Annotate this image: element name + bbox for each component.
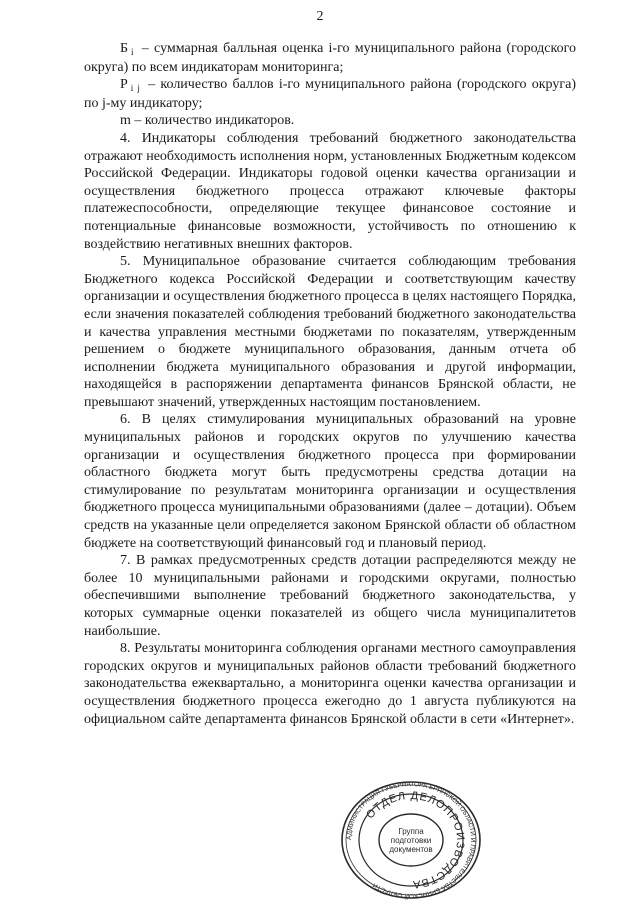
definition-text: – суммарная балльная оценка i-го муниципального района (городского округа) по всем индикаторам мониторинга;: [84, 41, 576, 75]
official-stamp: [340, 780, 482, 900]
definition-symbol: m: [120, 113, 131, 129]
definition-symbol: Б: [120, 41, 129, 56]
stamp-inner-text: ОТДЕЛ ДЕЛОПРОИЗВОДСТВА: [364, 789, 467, 891]
stamp-center-line: Группа: [398, 827, 424, 836]
paragraph-7: 7. В рамках предусмотренных средств дотации распределяются между не более 10 муниципальными районами и городскими округами, полностью обеспечившими выполнение требований бюджетного законодательства, у которых суммарные оценки показателей из общего числа муниципалитетов наибольшие.: [84, 553, 576, 639]
definition-text: – количество баллов i-го муниципального района (городского округа) по j-му индикатору;: [84, 77, 576, 111]
definition-subscript: i: [131, 47, 134, 57]
paragraph-8: 8. Результаты мониторинга соблюдения органами местного самоуправления городских округов и муниципальных районов области требований бюджетного законодательства ежеквартально, а мониторинга оценки качества организации и осуществления бюджетного процесса ежегодно до 1 августа публикуются на официальном сайте департамента финансов Брянской области в сети «Интернет».: [84, 641, 576, 727]
stamp-outer-text: АДМИНИСТРАЦИЯ ГУБЕРНАТОРА БРЯНСКОЙ ОБЛАСТИ И ПРАВИТЕЛЬСТВА БРЯНСКОЙ ОБЛАСТИ: [345, 780, 477, 900]
definition-symbol: Р: [120, 77, 128, 93]
stamp-center-line: документов: [389, 845, 433, 854]
definition-p: [84, 76, 576, 112]
paragraph-6: 6. В целях стимулирования муниципальных образований на уровне муниципальных районов и городских округов по улучшению качества организации и осуществления бюджетного процесса при формировании областного бюджета могут быть предусмотрены средства дотации на стимулирование по результатам мониторинга организации и осуществления бюджетного процесса муниципальными образованиями (далее – дотации). Объем средств на указанные цели определяется законом Брянской области об областном бюджете на соответствующий финансовый год и плановый период.: [84, 412, 576, 551]
stamp-center-line: подготовки: [390, 836, 432, 845]
definition-subscript: i j: [130, 83, 140, 94]
paragraph-5: 5. Муниципальное образование считается соблюдающим требования Бюджетного кодекса Российской Федерации и соответствующим качеству организации и осуществления бюджетного процесса в целях настоящего Порядка, если значения показателей соблюдения требований бюджетного законодательства и качества управления местными бюджетами по показателям, утвержденным решением о бюджете муниципального образования, данным отчета об исполнении бюджета муниципального образования и другой информации, находящейся в распоряжении департамента финансов Брянской области, не превышают значений, утвержденных настоящим постановлением.: [84, 254, 576, 410]
document-body: [84, 40, 576, 728]
stamp-seal-icon: [340, 780, 482, 900]
definition-m: [84, 112, 576, 130]
paragraph-4: 4. Индикаторы соблюдения требований бюджетного законодательства отражают необходимость исполнения норм, установленных Бюджетным кодексом Российской Федерации. Индикаторы годовой оценки качества организации и осуществления бюджетного процесса отражают ключевые факторы платежеспособности, определяющие текущее финансовое состояние и потенциальные финансовые возможности, устойчивость по отношению к воздействию негативных внешних факторов.: [84, 130, 576, 252]
page-number: 2: [316, 9, 324, 24]
definition-b: [84, 40, 576, 76]
definition-text: – количество индикаторов.: [130, 113, 295, 129]
